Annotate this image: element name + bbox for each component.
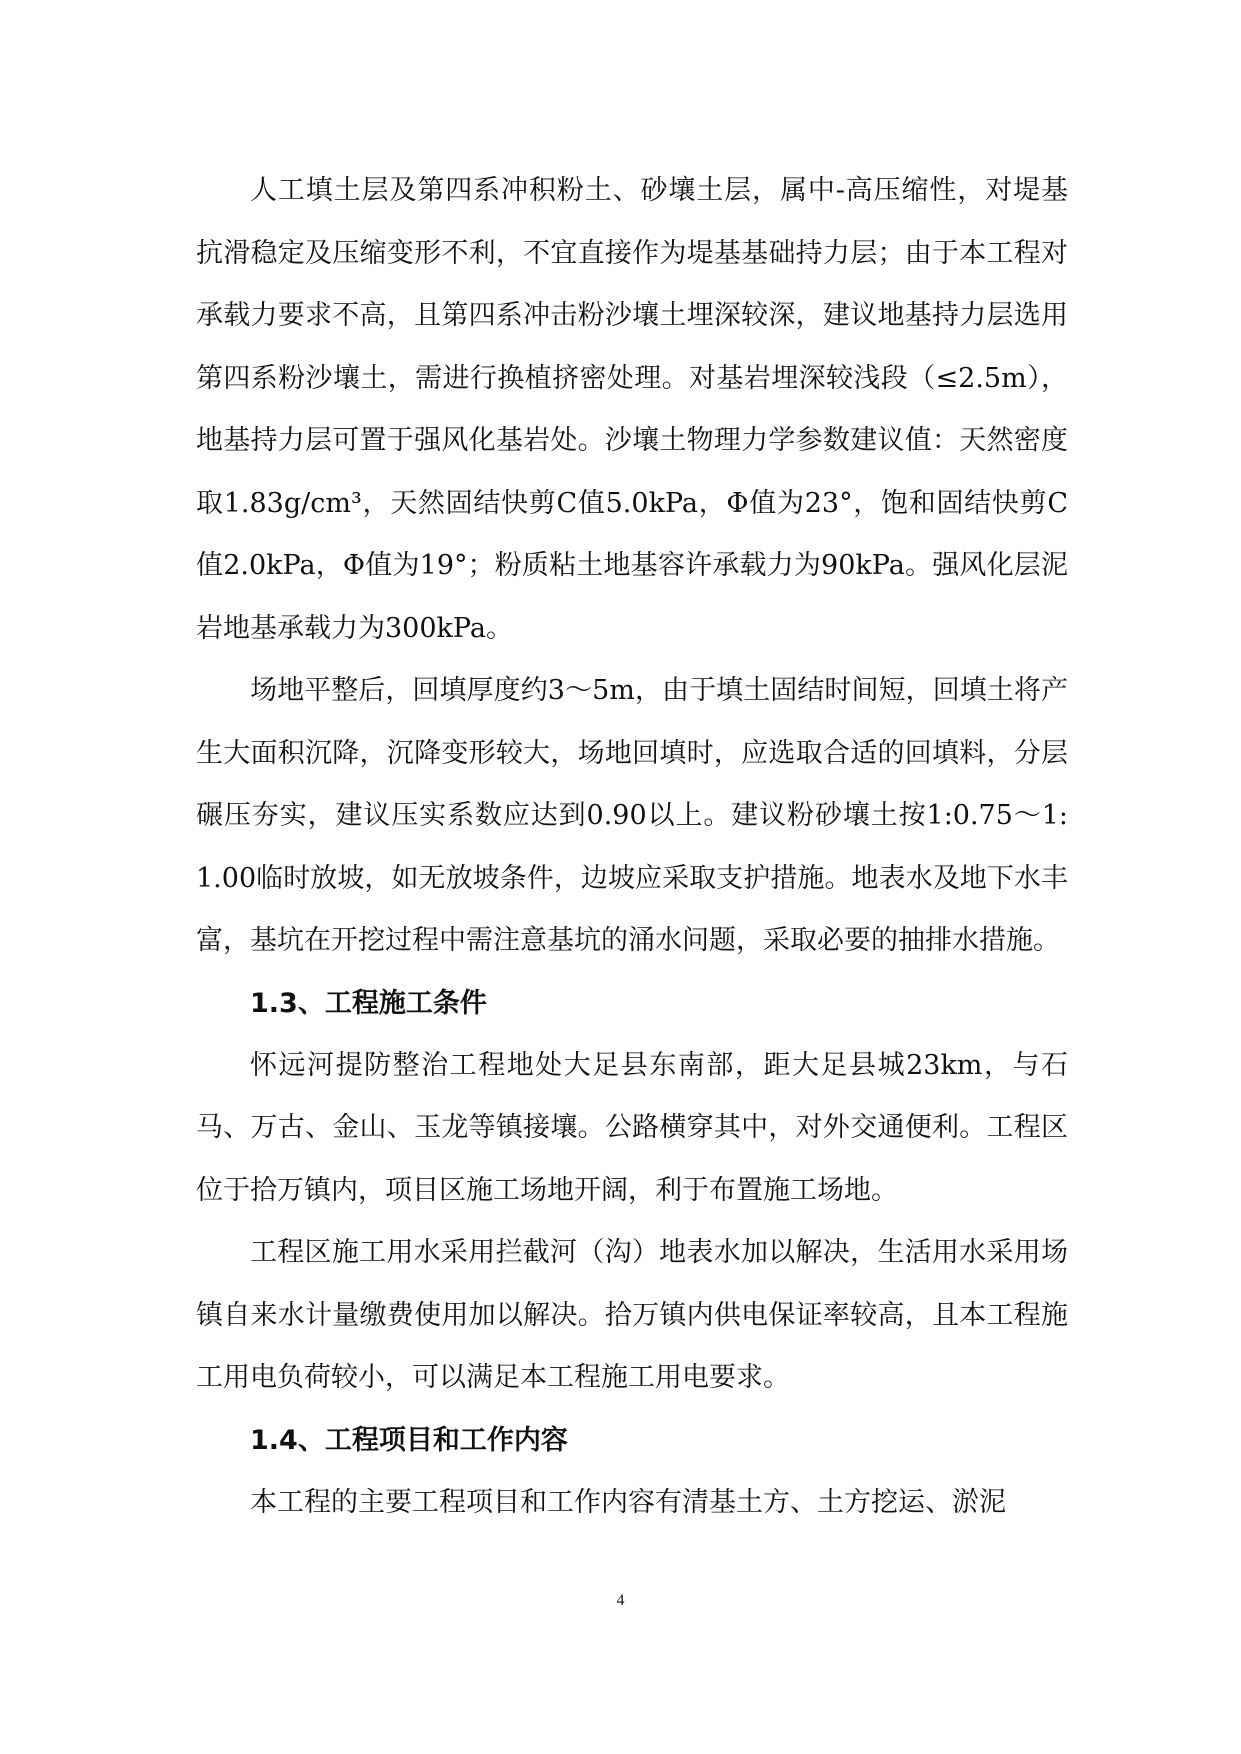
paragraph-water-power: 工程区施工用水采用拦截河（沟）地表水加以解决，生活用水采用场镇自来水计量缴费使用加以解决。拾万镇内供电保证率较高，且本工程施工用电负荷较小，可以满足本工程施工用电要求。	[196, 1237, 1068, 1393]
document-body	[196, 160, 1068, 1534]
section-heading-project-items: 1.4、工程项目和工作内容	[250, 1424, 568, 1456]
paragraph-foundation-soil: 人工填土层及第四系冲积粉土、砂壤土层，属中-高压缩性，对堤基抗滑稳定及压缩变形不利，不宜直接作为堤基基础持力层；由于本工程对承载力要求不高，且第四系冲击粉沙壤土埋深较深，建议地基持力层选用第四系粉沙壤土，需进行换植挤密处理。对基岩埋深较浅段（≤2.5m），地基持力层可置于强风化基岩处。沙壤土物理力学参数建议值：天然密度取1.83g/cm³，天然固结快剪C值5.0kPa，Φ值为23°，饱和固结快剪C值2.0kPa，Φ值为19°；粉质粘土地基容许承载力为90kPa。强风化层泥岩地基承载力为300kPa。	[196, 175, 1068, 644]
paragraph-location: 怀远河提防整治工程地处大足县东南部，距大足县城23km，与石马、万古、金山、玉龙等镇接壤。公路横穿其中，对外交通便利。工程区位于拾万镇内，项目区施工场地开阔，利于布置施工场地。	[196, 1049, 1068, 1206]
paragraph-site-backfill: 场地平整后，回填厚度约3～5m，由于填土固结时间短，回填土将产生大面积沉降，沉降变形较大，场地回填时，应选取合适的回填料，分层碾压夯实，建议压实系数应达到0.90以上。建议粉砂壤土按1:0.75～1:1.00临时放坡，如无放坡条件，边坡应采取支护措施。地表水及地下水丰富，基坑在开挖过程中需注意基坑的涌水问题，采取必要的抽排水措施。	[196, 675, 1068, 956]
page-number: 4	[616, 1592, 625, 1609]
paragraph-project-items: 本工程的主要工程项目和工作内容有清基土方、土方挖运、淤泥	[250, 1486, 1006, 1518]
section-heading-construction-conditions: 1.3、工程施工条件	[250, 987, 487, 1019]
